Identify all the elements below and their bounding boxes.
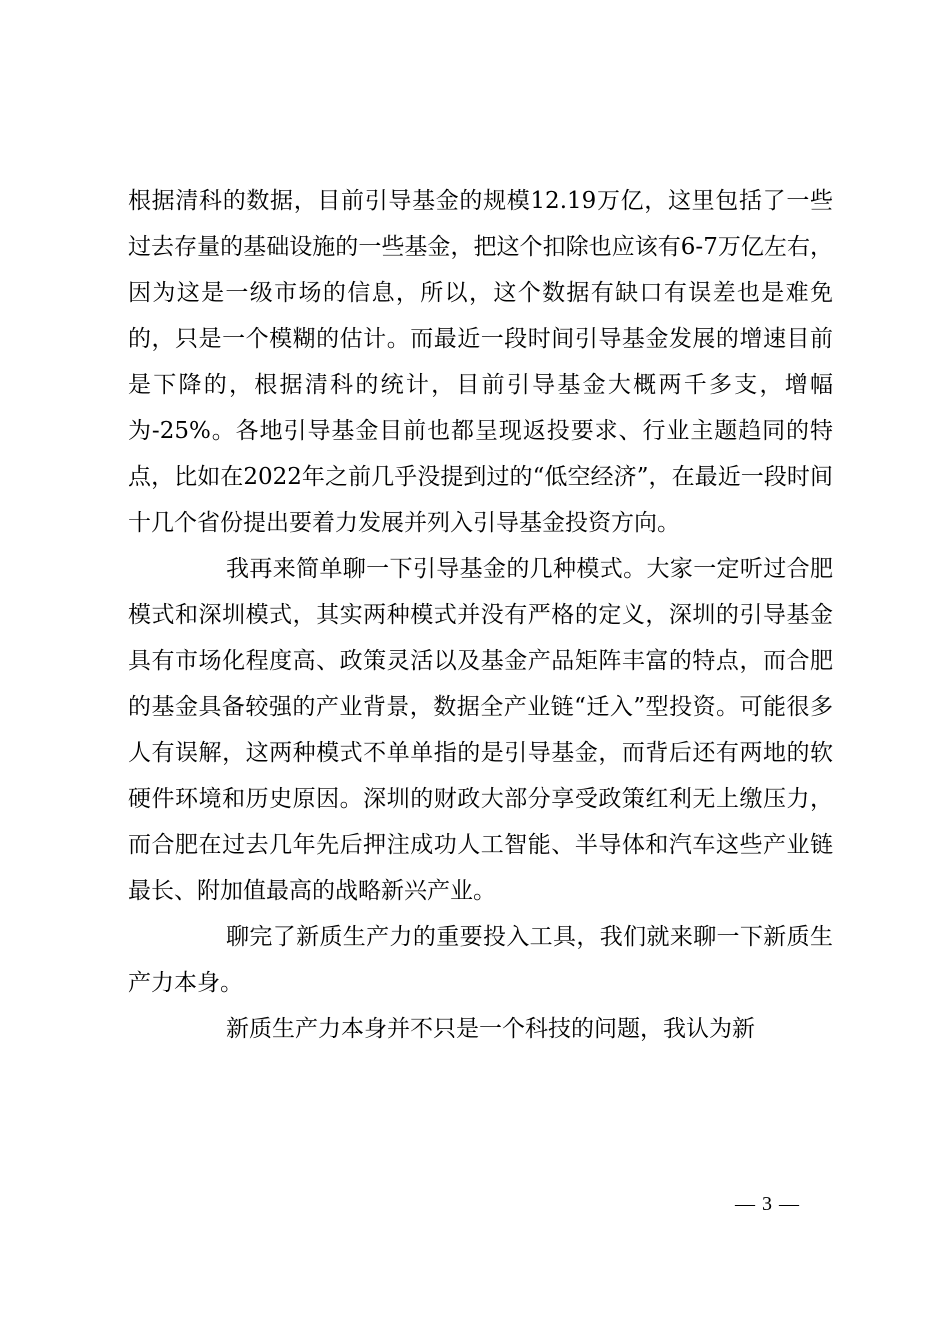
paragraph-2: 我再来简单聊一下引导基金的几种模式。大家一定听过合肥模式和深圳模式，其实两种模式并没有严格的定义，深圳的引导基金具有市场化程度高、政策灵活以及基金产品矩阵丰富的特点，而合肥的基金具备较强的产业背景，数据全产业链“迁入”型投资。可能很多人有误解，这两种模式不单单指的是引导基金，而背后还有两地的软硬件环境和历史原因。深圳的财政大部分享受政策红利无上缴压力，而合肥在过去几年先后押注成功人工智能、半导体和汽车这些产业链最长、附加值最高的战略新兴产业。 bbox=[128, 556, 833, 904]
paragraph-1: 根据清科的数据，目前引导基金的规模12.19万亿，这里包括了一些过去存量的基础设施的一些基金，把这个扣除也应该有6-7万亿左右，因为这是一级市场的信息，所以，这个数据有缺口有误差也是难免的，只是一个模糊的估计。而最近一段时间引导基金发展的增速目前是下降的，根据清科的统计，目前引导基金大概两千多支，增幅为-25%。各地引导基金目前也都呈现返投要求、行业主题趋同的特点，比如在2022年之前几乎没提到过的“低空经济”，在最近一段时间十几个省份提出要着力发展并列入引导基金投资方向。 bbox=[128, 188, 833, 536]
paragraph-4: 新质生产力本身并不只是一个科技的问题，我认为新 bbox=[226, 1016, 755, 1042]
body-text bbox=[128, 178, 833, 1052]
paragraph-3: 聊完了新质生产力的重要投入工具，我们就来聊一下新质生产力本身。 bbox=[128, 924, 833, 996]
page-number: — 3 — bbox=[735, 1193, 800, 1215]
